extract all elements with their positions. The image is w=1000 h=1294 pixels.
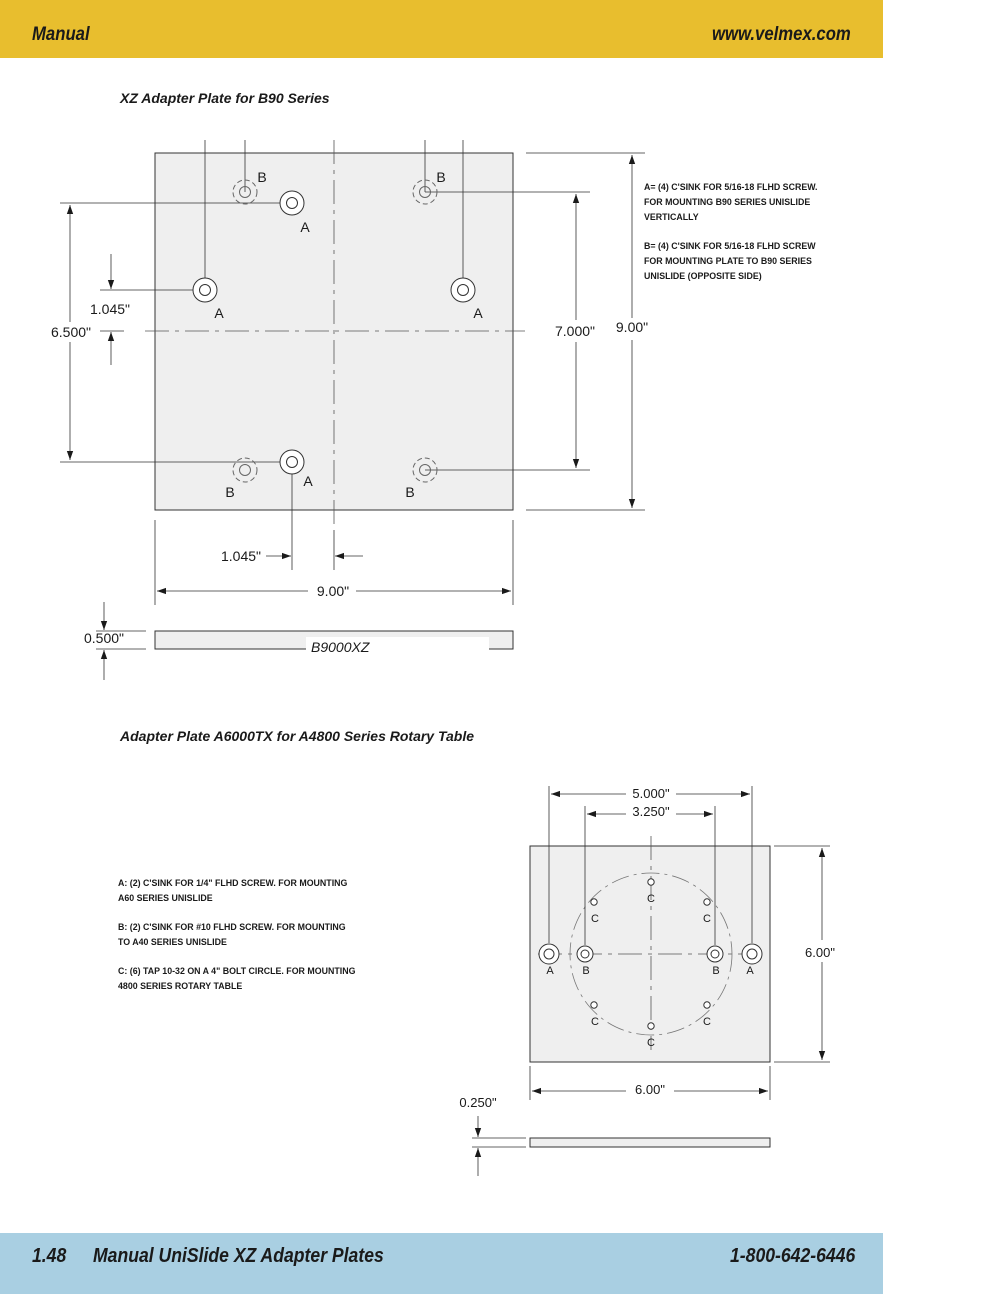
a6000tx-plate-drawing: [459, 786, 835, 1176]
footer-phone[interactable]: 1-800-642-6446: [730, 1245, 856, 1267]
b90-hole-a: [280, 191, 304, 215]
note2-c-line-2: 4800 SERIES ROTARY TABLE: [118, 981, 243, 992]
note-a-line-2: FOR MOUNTING B90 SERIES UNISLIDE: [644, 197, 811, 208]
note-a-line-3: VERTICALLY: [644, 212, 699, 223]
a6000tx-hole-label-b: B: [712, 965, 720, 977]
b90-hole-label-a: A: [303, 473, 313, 489]
section2-title: Adapter Plate A6000TX for A4800 Series Rotary Table: [120, 728, 475, 744]
b90-hole-label-b: B: [257, 169, 267, 185]
dim-hole-offset-horizontal: 1.045": [220, 548, 262, 564]
note2-a-line-1: A: (2) C'SINK FOR 1/4" FLHD SCREW. FOR MOUNTING: [118, 878, 348, 889]
a6000tx-hole-b: [577, 946, 593, 962]
a6000tx-hole-c: [591, 1002, 597, 1008]
a6000tx-plate-side-view: [530, 1138, 770, 1147]
header-website-link[interactable]: www.velmex.com: [712, 24, 851, 45]
dim-plate-width-6: 6.00": [635, 1082, 665, 1097]
a6000tx-hole-a: [742, 944, 762, 964]
note2-b-line-1: B: (2) C'SINK FOR #10 FLHD SCREW. FOR MOUNTING: [118, 922, 346, 933]
b90-hole-label-b: B: [436, 169, 446, 185]
dim-hole-offset-vertical: 1.045": [89, 301, 131, 317]
a6000tx-hole-label-c: C: [591, 1016, 599, 1028]
a6000tx-hole-label-a: A: [746, 965, 754, 977]
note2-a-line-2: A60 SERIES UNISLIDE: [118, 893, 213, 904]
b90-plate-drawing: [51, 140, 648, 680]
dim-plate-height: 9.00": [615, 319, 649, 335]
b90-hole-a: [193, 278, 217, 302]
b90-hole-label-b: B: [405, 484, 415, 500]
b90-hole-label-b: B: [225, 484, 235, 500]
dim-spacing-b: 3.250": [632, 804, 670, 819]
a6000tx-hole-c: [704, 1002, 710, 1008]
dim-plate-thickness: 0.500": [83, 630, 125, 646]
b90-hole-a: [451, 278, 475, 302]
a6000tx-hole-label-c: C: [647, 893, 655, 905]
b90-hole-label-a: A: [300, 219, 310, 235]
footer-page-number: 1.48: [32, 1245, 67, 1267]
a6000tx-hole-a: [539, 944, 559, 964]
dim-plate-height-6: 6.00": [805, 945, 835, 960]
a6000tx-hole-c: [704, 899, 710, 905]
dim-hole-spacing-b: 7.000": [554, 323, 596, 339]
header-manual-label: Manual: [32, 24, 90, 45]
a6000tx-hole-label-c: C: [647, 1037, 655, 1049]
note2-c-line-1: C: (6) TAP 10-32 ON A 4" BOLT CIRCLE. FOR MOUNTING: [118, 966, 356, 977]
a6000tx-hole-c: [591, 899, 597, 905]
b90-hole-label-a: A: [214, 305, 224, 321]
a6000tx-hole-label-c: C: [703, 913, 711, 925]
a6000tx-hole-label-c: C: [591, 913, 599, 925]
a6000tx-hole-label-a: A: [546, 965, 554, 977]
section1-title: XZ Adapter Plate for B90 Series: [120, 90, 330, 106]
note2-b-line-2: TO A40 SERIES UNISLIDE: [118, 937, 227, 948]
note-b-line-3: UNISLIDE (OPPOSITE SIDE): [644, 271, 762, 282]
dim-spacing-a: 5.000": [632, 786, 670, 801]
b90-hole-label-a: A: [473, 305, 483, 321]
note-b-line-1: B= (4) C'SINK FOR 5/16-18 FLHD SCREW: [644, 241, 816, 252]
a6000tx-hole-c: [648, 879, 654, 885]
a6000tx-hole-c: [648, 1023, 654, 1029]
a6000tx-hole-label-b: B: [582, 965, 590, 977]
a6000tx-hole-b: [707, 946, 723, 962]
dim-plate-width: 9.00": [316, 583, 350, 599]
footer-title: Manual UniSlide XZ Adapter Plates: [93, 1245, 384, 1267]
part-number-b9000xz: B9000XZ: [311, 639, 370, 655]
a6000tx-hole-label-c: C: [703, 1016, 711, 1028]
note-b-line-2: FOR MOUNTING PLATE TO B90 SERIES: [644, 256, 812, 267]
dim-hole-spacing-a: 6.500": [50, 324, 92, 340]
note-a-line-1: A= (4) C'SINK FOR 5/16-18 FLHD SCREW.: [644, 182, 818, 193]
dim-plate-thickness-250: 0.250": [459, 1095, 497, 1110]
b90-hole-a: [280, 450, 304, 474]
